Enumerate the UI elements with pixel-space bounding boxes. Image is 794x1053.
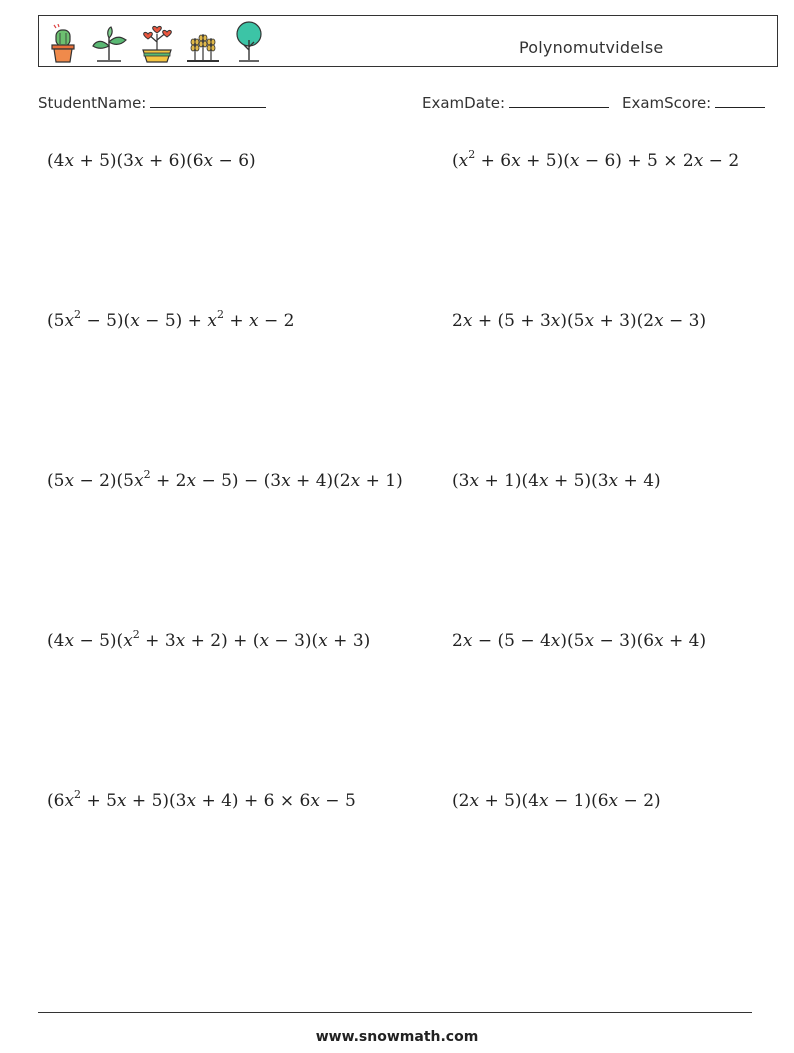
problem-7 [47, 628, 371, 651]
variable-x: x [207, 311, 217, 331]
variable-x: x [134, 151, 144, 171]
exam-score-label: ExamScore: [622, 94, 712, 112]
problem-6 [452, 471, 661, 491]
variable-x: x [123, 631, 133, 651]
variable-x: x [462, 631, 473, 651]
wheat-icon [185, 24, 221, 64]
variable-x: x [259, 631, 270, 651]
expression-text: (5 [47, 471, 65, 491]
expression-text: + 6)(6 [143, 151, 204, 171]
problem-8 [452, 631, 706, 651]
exam-date-field [422, 93, 609, 112]
problem-2 [452, 148, 740, 171]
expression-text: + 1)(4 [479, 471, 539, 491]
expression-text: + 4)(2 [290, 471, 351, 491]
expression-text: )(5 [560, 311, 585, 331]
problem-10 [452, 791, 661, 811]
footer-divider [38, 1012, 752, 1013]
variable-x: x [569, 151, 580, 171]
expression-text: − 2) [618, 791, 661, 811]
exam-score-field [622, 93, 765, 112]
expression-text: + 3) [327, 631, 371, 651]
variable-x: x [693, 151, 704, 171]
expression-text: − 5) − (3 [196, 471, 282, 491]
variable-x: x [469, 471, 480, 491]
expression-text: − 2)(5 [74, 471, 134, 491]
expression-text: + 3 [139, 631, 176, 651]
expression-text: 2 [452, 631, 463, 651]
expression-text: + 5)( [520, 151, 570, 171]
variable-x: x [310, 791, 320, 811]
student-name-field [38, 93, 266, 112]
expression-text: + 6 [475, 151, 512, 171]
variable-x: x [654, 631, 664, 651]
expression-text: (6 [47, 791, 65, 811]
exponent: 2 [132, 628, 140, 641]
expression-text: − 6) + 5 × 2 [579, 151, 694, 171]
variable-x: x [116, 791, 127, 811]
variable-x: x [539, 471, 549, 491]
icon-strip [47, 20, 267, 64]
expression-text: + 4) [618, 471, 661, 491]
expression-text: − 5 [319, 791, 356, 811]
variable-x: x [186, 471, 197, 491]
variable-x: x [175, 631, 186, 651]
variable-x: x [64, 791, 75, 811]
expression-text: ( [452, 151, 459, 171]
exam-score-line[interactable] [715, 93, 765, 108]
variable-x: x [281, 471, 291, 491]
expression-text: + 4) [663, 631, 707, 651]
expression-text: − (5 − 4 [472, 631, 551, 651]
expression-text: + 5)(3 [74, 151, 134, 171]
variable-x: x [350, 471, 361, 491]
variable-x: x [203, 151, 214, 171]
variable-x: x [64, 151, 75, 171]
variable-x: x [186, 791, 197, 811]
variable-x: x [469, 791, 480, 811]
expression-text: + 4) + 6 × 6 [196, 791, 311, 811]
variable-x: x [458, 151, 469, 171]
flower-pot-icon [139, 22, 175, 64]
expression-text: + 2 [150, 471, 187, 491]
expression-text: (5 [47, 311, 65, 331]
problem-4 [452, 311, 706, 331]
expression-text: − 2 [258, 311, 295, 331]
expression-text: + 1) [360, 471, 403, 491]
expression-text: + 5)(4 [479, 791, 539, 811]
worksheet-title: Polynomutvidelse [519, 38, 664, 57]
tree-icon [231, 20, 267, 64]
expression-text: − 2 [703, 151, 740, 171]
student-name-label: StudentName: [38, 94, 147, 112]
exam-date-line[interactable] [509, 93, 609, 108]
student-name-line[interactable] [150, 93, 266, 108]
variable-x: x [654, 311, 664, 331]
exponent: 2 [216, 308, 224, 321]
exponent: 2 [468, 148, 476, 161]
variable-x: x [550, 631, 561, 651]
problem-1 [47, 151, 256, 171]
expression-text: − 6) [213, 151, 256, 171]
variable-x: x [318, 631, 328, 651]
expression-text: − 1)(6 [548, 791, 609, 811]
variable-x: x [64, 631, 75, 651]
expression-text: + 5)(3 [126, 791, 187, 811]
header-box [38, 15, 778, 67]
expression-text: − 3)( [269, 631, 319, 651]
expression-text: − 5) + [139, 311, 208, 331]
variable-x: x [511, 151, 521, 171]
expression-text: + 3)(2 [594, 311, 655, 331]
variable-x: x [130, 311, 140, 331]
variable-x: x [134, 471, 144, 491]
variable-x: x [249, 311, 259, 331]
variable-x: x [584, 311, 595, 331]
exponent: 2 [143, 468, 151, 481]
variable-x: x [608, 471, 619, 491]
expression-text: )(5 [560, 631, 585, 651]
cactus-pot-icon [47, 24, 79, 64]
footer-website: www.snowmath.com [315, 1029, 479, 1045]
variable-x: x [584, 631, 595, 651]
expression-text: 2 [452, 311, 463, 331]
exponent: 2 [74, 788, 82, 801]
expression-text: + [223, 311, 249, 331]
expression-text: − 5)( [81, 311, 131, 331]
expression-text: + 5)(3 [548, 471, 609, 491]
expression-text: − 3) [663, 311, 707, 331]
expression-text: + 2) + ( [185, 631, 260, 651]
expression-text: + (5 + 3 [472, 311, 551, 331]
sprout-icon [89, 24, 129, 64]
variable-x: x [550, 311, 561, 331]
variable-x: x [608, 791, 619, 811]
expression-text: (4 [47, 631, 65, 651]
exam-date-label: ExamDate: [422, 94, 506, 112]
variable-x: x [64, 311, 75, 331]
problem-3 [47, 308, 295, 331]
expression-text: − 3)(6 [594, 631, 655, 651]
problem-5 [47, 468, 403, 491]
problem-9 [47, 788, 356, 811]
expression-text: (4 [47, 151, 65, 171]
exponent: 2 [74, 308, 82, 321]
expression-text: (2 [452, 791, 470, 811]
variable-x: x [64, 471, 75, 491]
variable-x: x [462, 311, 473, 331]
variable-x: x [539, 791, 549, 811]
expression-text: (3 [452, 471, 470, 491]
expression-text: + 5 [81, 791, 117, 811]
expression-text: − 5)( [74, 631, 124, 651]
